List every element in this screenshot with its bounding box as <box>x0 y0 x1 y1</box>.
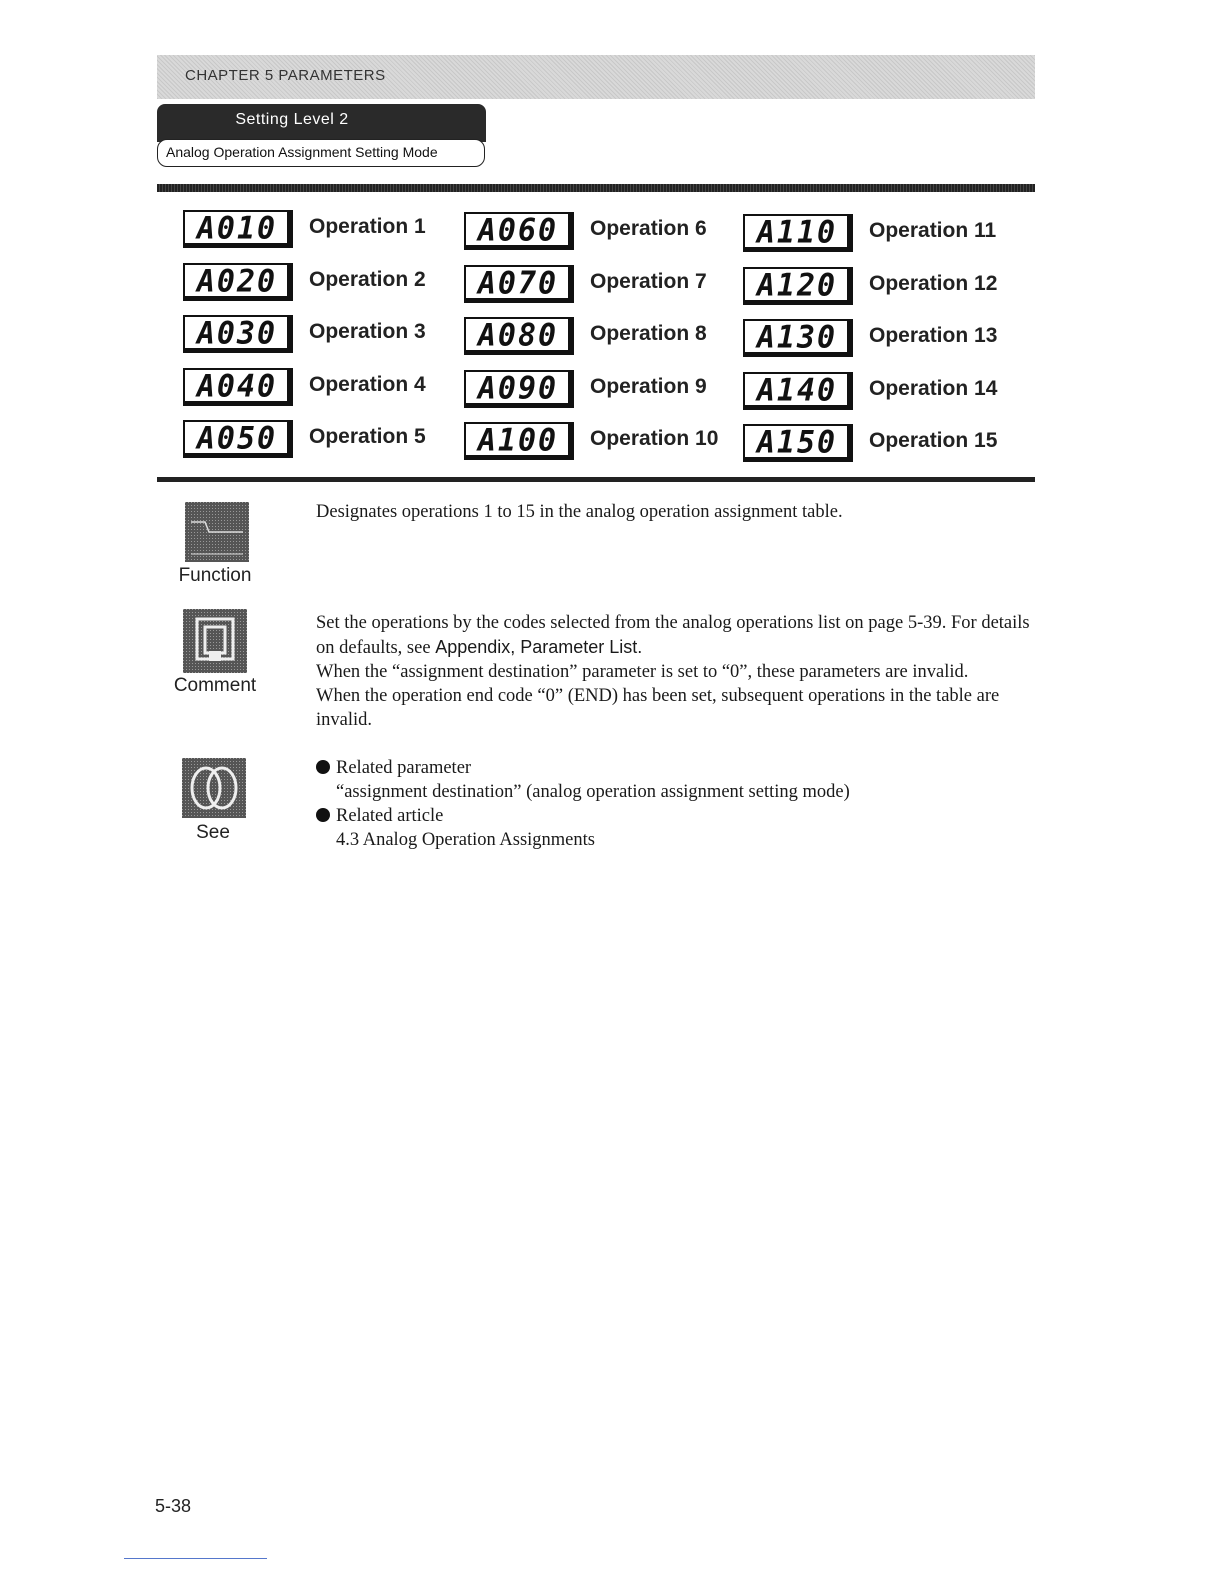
parameter-label: Operation 2 <box>309 268 426 291</box>
lcd-display <box>183 210 293 248</box>
lcd-display <box>183 368 293 406</box>
bottom-rule <box>157 477 1035 482</box>
parameter-label: Operation 8 <box>590 322 707 345</box>
footer-line <box>124 1558 267 1559</box>
see-text <box>316 756 1036 852</box>
related-parameter-heading-text: Related parameter <box>336 758 472 778</box>
top-rule <box>157 184 1035 192</box>
lcd-display <box>464 422 574 460</box>
see-icon <box>182 758 246 818</box>
parameter-code: A030 <box>196 315 278 352</box>
bullet-icon <box>316 808 330 822</box>
parameter-label: Operation 6 <box>590 217 707 240</box>
parameter-code: A140 <box>756 372 838 409</box>
parameter-code: A110 <box>756 214 838 251</box>
lcd-display <box>464 212 574 250</box>
parameter-label: Operation 7 <box>590 270 707 293</box>
comment-line-2: When the “assignment destination” parameter is set to “0”, these parameters are invalid. <box>316 662 969 682</box>
lcd-display <box>183 263 293 301</box>
mode-label: Analog Operation Assignment Setting Mode <box>166 144 438 160</box>
lcd-display <box>464 265 574 303</box>
lcd-display <box>743 424 853 462</box>
related-parameter-heading <box>316 756 1036 780</box>
lcd-display <box>464 370 574 408</box>
lcd-display <box>743 214 853 252</box>
parameter-code: A150 <box>756 424 838 461</box>
parameter-label: Operation 5 <box>309 425 426 448</box>
parameter-label: Operation 4 <box>309 373 426 396</box>
lcd-display <box>183 420 293 458</box>
parameter-label: Operation 14 <box>869 377 998 400</box>
function-text <box>316 500 1036 524</box>
parameter-label: Operation 3 <box>309 320 426 343</box>
parameter-code: A100 <box>477 422 559 459</box>
parameter-code: A020 <box>196 263 278 300</box>
mode-box <box>157 139 485 167</box>
related-article-heading-text: Related article <box>336 806 444 826</box>
chapter-header-band <box>157 55 1035 99</box>
related-article: 4.3 Analog Operation Assignments <box>336 830 595 850</box>
lcd-display <box>743 319 853 357</box>
parameter-label: Operation 13 <box>869 324 998 347</box>
parameter-label: Operation 1 <box>309 215 426 238</box>
setting-level-label: Setting Level 2 <box>235 111 349 128</box>
comment-line-1-text: Set the operations by the codes selected from the analog operations list on page 5-39. For details on defaults, see <box>316 613 1030 658</box>
page-number: 5-38 <box>155 1496 192 1516</box>
parameter-code: A070 <box>477 265 559 302</box>
parameter-code: A090 <box>477 370 559 407</box>
comment-icon <box>183 609 247 673</box>
parameter-code: A050 <box>196 420 278 457</box>
parameter-code: A080 <box>477 317 559 354</box>
lcd-display <box>464 317 574 355</box>
lcd-display <box>183 315 293 353</box>
see-label: See <box>196 822 230 843</box>
appendix-reference: Appendix, Parameter List. <box>435 637 643 657</box>
bullet-icon <box>316 760 330 774</box>
chapter-title: CHAPTER 5 PARAMETERS <box>185 67 386 84</box>
comment-line-3: When the operation end code “0” (END) has been set, subsequent operations in the table are invalid. <box>316 686 1000 730</box>
related-parameter: “assignment destination” (analog operation assignment setting mode) <box>336 782 850 802</box>
parameter-code: A010 <box>196 210 278 247</box>
parameter-label: Operation 9 <box>590 375 707 398</box>
parameter-code: A040 <box>196 368 278 405</box>
parameter-label: Operation 15 <box>869 429 998 452</box>
comment-text <box>316 611 1036 732</box>
related-article-heading <box>316 804 1036 828</box>
function-icon <box>185 502 249 562</box>
comment-label: Comment <box>173 675 257 696</box>
lcd-display <box>743 267 853 305</box>
parameter-label: Operation 10 <box>590 427 719 450</box>
parameter-label: Operation 11 <box>869 219 997 242</box>
parameter-code: A130 <box>756 319 838 356</box>
lcd-display <box>743 372 853 410</box>
function-description: Designates operations 1 to 15 in the analog operation assignment table. <box>316 502 843 522</box>
comment-line-1 <box>316 611 1036 660</box>
function-label: Function <box>178 565 252 586</box>
setting-level-tab <box>157 104 486 142</box>
parameter-code: A120 <box>756 267 838 304</box>
parameter-label: Operation 12 <box>869 272 998 295</box>
parameter-code: A060 <box>477 212 559 249</box>
